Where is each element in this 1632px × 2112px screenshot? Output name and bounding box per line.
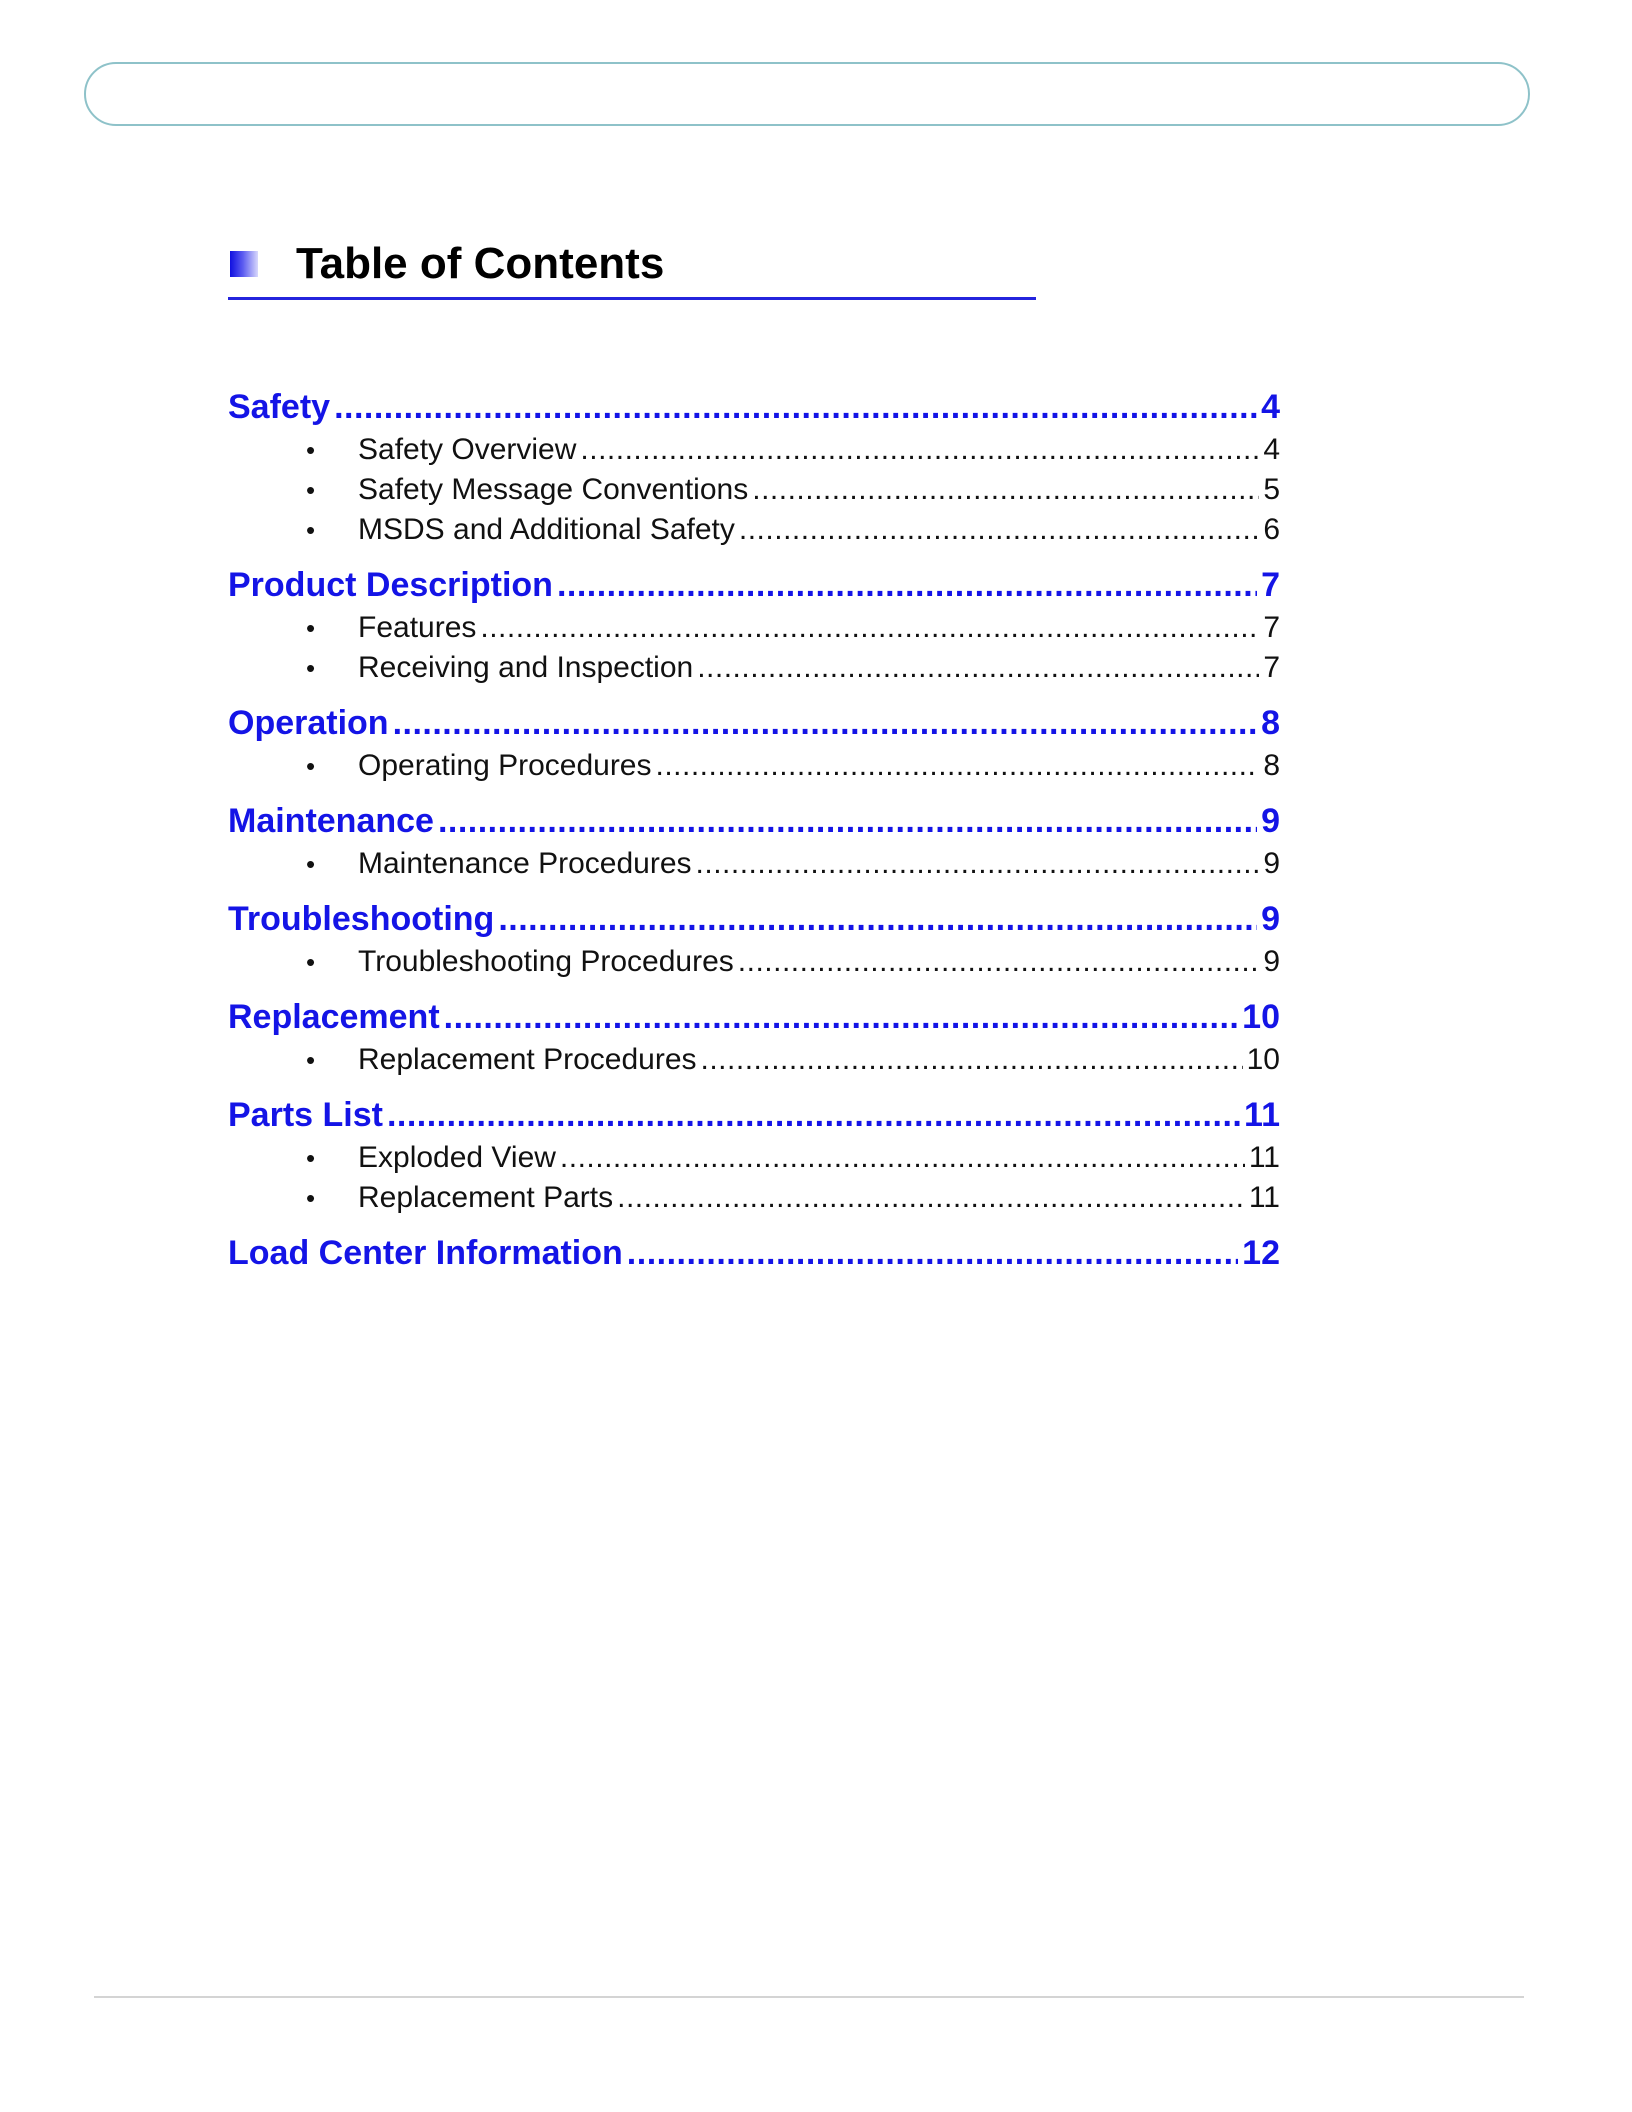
toc-entry-subsection[interactable] (306, 608, 1280, 648)
toc-entry-subsection[interactable] (306, 1178, 1280, 1218)
toc-section (228, 384, 1280, 550)
toc-section (228, 1092, 1280, 1218)
dot-leader (752, 470, 1259, 510)
dot-leader (387, 1092, 1240, 1138)
dot-leader (444, 994, 1239, 1040)
bullet-icon: • (306, 1045, 316, 1075)
toc-section-title: Operation (228, 704, 389, 742)
toc-subsection-title: Receiving and Inspection (358, 651, 694, 684)
toc-entry-subsection[interactable] (306, 430, 1280, 470)
page-title: Table of Contents (296, 239, 665, 288)
toc-entry-subsection[interactable] (306, 648, 1280, 688)
toc-page-number: 7 (1263, 651, 1280, 684)
dot-leader (701, 1040, 1243, 1080)
toc-section (228, 798, 1280, 884)
toc-subsection-title: Operating Procedures (358, 749, 652, 782)
toc-page-number: 9 (1261, 900, 1280, 938)
dot-leader (580, 430, 1259, 470)
toc-section (228, 994, 1280, 1080)
toc-section-title: Replacement (228, 998, 440, 1036)
bullet-icon: • (306, 613, 316, 643)
toc-section-title: Load Center Information (228, 1234, 623, 1272)
dot-leader (738, 942, 1260, 982)
toc-subsection-title: Troubleshooting Procedures (358, 945, 734, 978)
toc-entry-subsection[interactable] (306, 470, 1280, 510)
toc-entry-section[interactable] (228, 896, 1280, 942)
bullet-icon: • (306, 751, 316, 781)
dot-leader (334, 384, 1257, 430)
toc-page-number: 8 (1261, 704, 1280, 742)
bullet-icon: • (306, 947, 316, 977)
toc-subsection-title: Maintenance Procedures (358, 847, 692, 880)
toc-page-number: 8 (1263, 749, 1280, 782)
toc-section-title: Parts List (228, 1096, 383, 1134)
toc-entry-subsection[interactable] (306, 1138, 1280, 1178)
toc-page-number: 7 (1263, 611, 1280, 644)
toc-page-number: 6 (1263, 513, 1280, 546)
toc-entry-subsection[interactable] (306, 844, 1280, 884)
toc-subsection-title: Replacement Procedures (358, 1043, 697, 1076)
toc-entry-section[interactable] (228, 384, 1280, 430)
bullet-icon: • (306, 515, 316, 545)
dot-leader (393, 700, 1258, 746)
toc-entry-section[interactable] (228, 1092, 1280, 1138)
bullet-icon: • (306, 849, 316, 879)
toc-page-number: 5 (1263, 473, 1280, 506)
dot-leader (696, 844, 1260, 884)
toc-heading (228, 238, 1036, 300)
toc-section-title: Troubleshooting (228, 900, 495, 938)
toc-page-number: 10 (1246, 1043, 1280, 1076)
toc-entry-subsection[interactable] (306, 1040, 1280, 1080)
toc-section-title: Product Description (228, 566, 553, 604)
toc-page-number: 12 (1242, 1234, 1280, 1272)
dot-leader (627, 1230, 1238, 1276)
bullet-icon: • (306, 653, 316, 683)
dot-leader (438, 798, 1257, 844)
dot-leader (739, 510, 1259, 550)
dot-leader (480, 608, 1259, 648)
toc-page-number: 11 (1248, 1181, 1280, 1214)
toc-section (228, 562, 1280, 688)
toc-page-number: 9 (1263, 847, 1280, 880)
bullet-icon: • (306, 1183, 316, 1213)
toc-page-number: 4 (1261, 388, 1280, 426)
table-of-contents (228, 384, 1280, 1288)
toc-section-title: Maintenance (228, 802, 434, 840)
bullet-icon: • (306, 435, 316, 465)
header-frame (84, 62, 1530, 126)
toc-entry-section[interactable] (228, 700, 1280, 746)
toc-entry-section[interactable] (228, 994, 1280, 1040)
toc-section (228, 896, 1280, 982)
dot-leader (560, 1138, 1245, 1178)
dot-leader (557, 562, 1257, 608)
toc-section (228, 700, 1280, 786)
bullet-icon: • (306, 1143, 316, 1173)
toc-page-number: 9 (1263, 945, 1280, 978)
footer-divider (94, 1996, 1524, 1998)
toc-section (228, 1230, 1280, 1276)
dot-leader (656, 746, 1260, 786)
toc-entry-section[interactable] (228, 798, 1280, 844)
toc-subsection-title: MSDS and Additional Safety (358, 513, 735, 546)
toc-entry-section[interactable] (228, 1230, 1280, 1276)
toc-entry-subsection[interactable] (306, 746, 1280, 786)
heading-square-icon (230, 251, 258, 277)
toc-subsection-title: Safety Overview (358, 433, 577, 466)
dot-leader (697, 648, 1259, 688)
toc-page-number: 9 (1261, 802, 1280, 840)
toc-page-number: 11 (1248, 1141, 1280, 1174)
toc-page-number: 10 (1242, 998, 1280, 1036)
bullet-icon: • (306, 475, 316, 505)
toc-page-number: 7 (1261, 566, 1280, 604)
toc-entry-section[interactable] (228, 562, 1280, 608)
toc-subsection-title: Replacement Parts (358, 1181, 614, 1214)
toc-subsection-title: Features (358, 611, 477, 644)
toc-page-number: 11 (1244, 1096, 1280, 1134)
toc-subsection-title: Safety Message Conventions (358, 473, 749, 506)
dot-leader (617, 1178, 1245, 1218)
toc-section-title: Safety (228, 388, 331, 426)
toc-entry-subsection[interactable] (306, 510, 1280, 550)
dot-leader (498, 896, 1257, 942)
toc-page-number: 4 (1263, 433, 1280, 466)
toc-entry-subsection[interactable] (306, 942, 1280, 982)
toc-subsection-title: Exploded View (358, 1141, 556, 1174)
